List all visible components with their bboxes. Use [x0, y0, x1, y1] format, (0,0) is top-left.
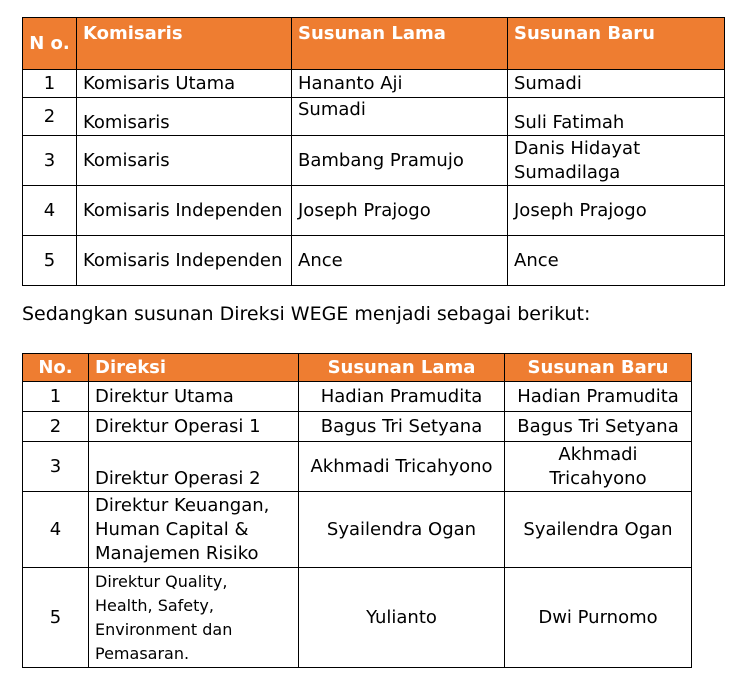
table-header-row [23, 354, 692, 382]
table-row [23, 568, 692, 668]
row-no: 2 [23, 98, 77, 136]
row-new: Bagus Tri Setyana [505, 412, 692, 442]
row-new: Suli Fatimah [508, 98, 725, 136]
row-no: 1 [23, 70, 77, 98]
row-old: Ance [292, 236, 508, 286]
row-position: Komisaris Utama [77, 70, 292, 98]
header-susunan-lama: Susunan Lama [292, 18, 508, 70]
row-position: Komisaris [77, 136, 292, 186]
row-position: Direktur Keuangan, Human Capital & Manajemen Risiko [89, 492, 299, 568]
komisaris-table [22, 17, 725, 286]
row-position: Direktur Quality, Health, Safety, Environment dan Pemasaran. [89, 568, 299, 668]
table-row [23, 236, 725, 286]
row-old: Hadian Pramudita [299, 382, 505, 412]
table-row [23, 70, 725, 98]
direksi-table [22, 353, 692, 668]
row-no: 4 [23, 492, 89, 568]
row-old: Bagus Tri Setyana [299, 412, 505, 442]
row-new: Danis Hidayat Sumadilaga [508, 136, 725, 186]
row-new: Sumadi [508, 70, 725, 98]
row-position: Komisaris Independen [77, 236, 292, 286]
row-no: 5 [23, 568, 89, 668]
header-no: No. [23, 354, 89, 382]
header-susunan-baru: Susunan Baru [508, 18, 725, 70]
table-row [23, 186, 725, 236]
row-new: Akhmadi Tricahyono [505, 442, 692, 492]
header-no: N o. [23, 18, 77, 70]
row-new: Hadian Pramudita [505, 382, 692, 412]
row-new: Syailendra Ogan [505, 492, 692, 568]
row-old: Bambang Pramujo [292, 136, 508, 186]
table-row [23, 98, 725, 136]
table-row [23, 412, 692, 442]
row-position: Direktur Operasi 1 [89, 412, 299, 442]
table-row [23, 492, 692, 568]
row-old: Sumadi [292, 98, 508, 136]
table-header-row [23, 18, 725, 70]
row-no: 3 [23, 442, 89, 492]
row-old: Yulianto [299, 568, 505, 668]
header-susunan-lama: Susunan Lama [299, 354, 505, 382]
direksi-intro-text: Sedangkan susunan Direksi WEGE menjadi sebagai berikut: [22, 303, 591, 325]
row-old: Hananto Aji [292, 70, 508, 98]
row-old: Joseph Prajogo [292, 186, 508, 236]
row-old: Akhmadi Tricahyono [299, 442, 505, 492]
row-new: Ance [508, 236, 725, 286]
table-row [23, 136, 725, 186]
table-row [23, 442, 692, 492]
row-new: Joseph Prajogo [508, 186, 725, 236]
header-direksi: Direksi [89, 354, 299, 382]
row-no: 1 [23, 382, 89, 412]
row-position: Komisaris [77, 98, 292, 136]
row-no: 4 [23, 186, 77, 236]
table-row [23, 382, 692, 412]
row-position: Komisaris Independen [77, 186, 292, 236]
row-position: Direktur Utama [89, 382, 299, 412]
row-old: Syailendra Ogan [299, 492, 505, 568]
row-position: Direktur Operasi 2 [89, 442, 299, 492]
row-no: 5 [23, 236, 77, 286]
row-no: 2 [23, 412, 89, 442]
header-susunan-baru: Susunan Baru [505, 354, 692, 382]
header-komisaris: Komisaris [77, 18, 292, 70]
row-no: 3 [23, 136, 77, 186]
row-new: Dwi Purnomo [505, 568, 692, 668]
